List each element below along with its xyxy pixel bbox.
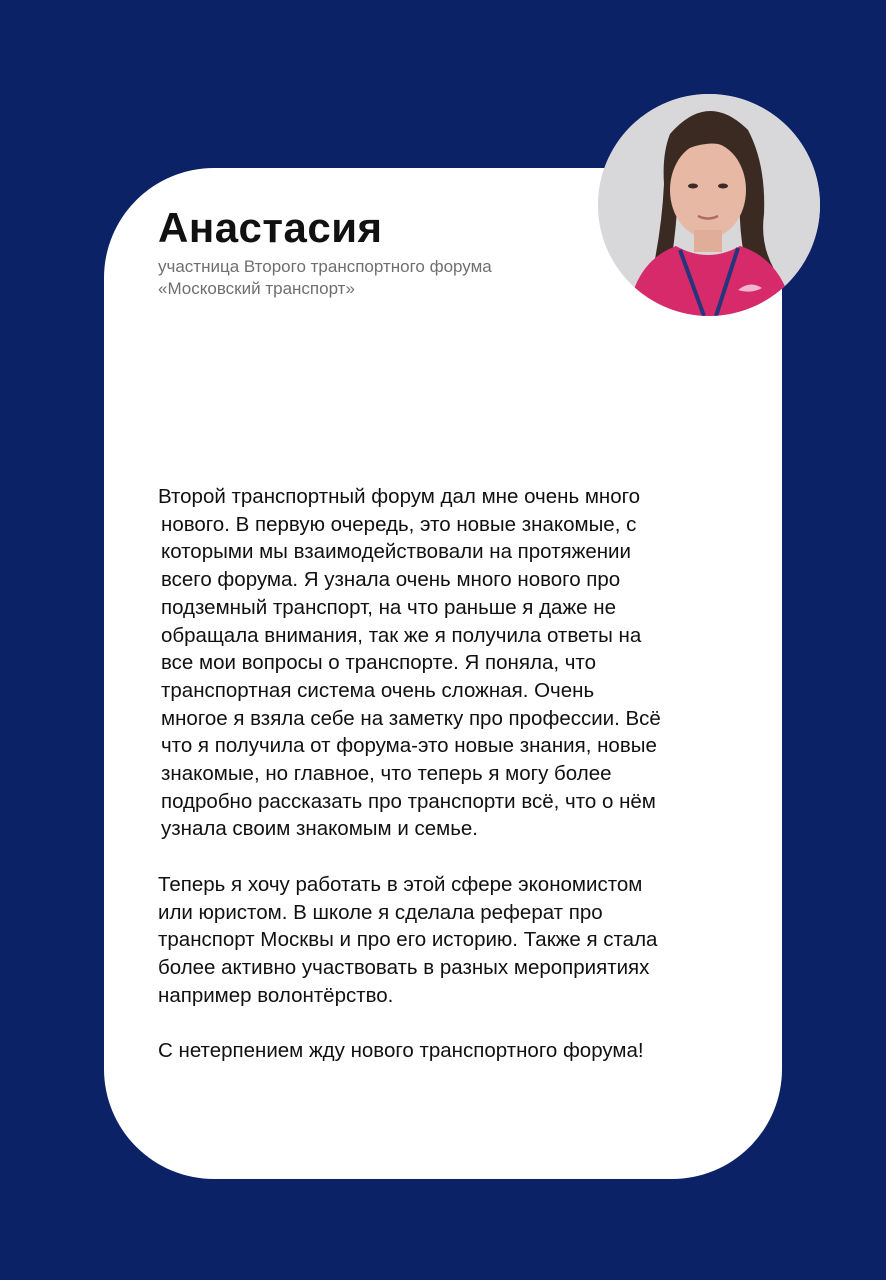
text-line: Теперь я хочу работать в этой сфере экономистом (158, 872, 643, 896)
person-role-line: «Московский транспорт» (158, 279, 355, 298)
avatar (598, 94, 820, 316)
avatar-photo (598, 94, 820, 316)
quote-paragraph-2 (158, 871, 738, 1010)
text-line: более активно участвовать в разных мероприятиях (158, 955, 650, 979)
testimonial-text (158, 483, 738, 1092)
text-line: что я получила от форума-это новые знания, новые (161, 734, 657, 758)
text-line: С нетерпением жду нового транспортного форума! (158, 1039, 644, 1063)
text-line: все мои вопросы о транспорте. Я поняла, что (161, 651, 596, 675)
text-line: знакомые, но главное, что теперь я могу более (161, 762, 612, 786)
text-line: обращала внимания, так же я получила ответы на (161, 623, 642, 647)
person-name: Анастасия (158, 204, 383, 251)
quote-paragraph-3 (158, 1037, 738, 1065)
text-line: подробно рассказать про транспорти всё, что о нём (161, 789, 656, 813)
quote-paragraph-1 (158, 483, 738, 843)
person-role-line: участница Второго транспортного форума (158, 257, 492, 276)
text-line: транспорт Москвы и про его историю. Также я стала (158, 928, 658, 952)
text-line: транспортная система очень сложная. Очень (161, 678, 595, 702)
person-role (158, 256, 588, 300)
text-line: нового. В первую очередь, это новые знакомые, с (161, 512, 637, 536)
text-line: узнала своим знакомым и семье. (161, 817, 478, 841)
text-line: которыми мы взаимодействовали на протяжении (161, 540, 631, 564)
text-line: многое я взяла себе на заметку про профессии. Всё (161, 706, 661, 730)
text-line: или юристом. В школе я сделала реферат про (158, 900, 603, 924)
text-line: подземный транспорт, на что раньше я даже не (161, 595, 616, 619)
text-line: например волонтёрство. (158, 983, 394, 1007)
text-line: всего форума. Я узнала очень много нового про (161, 568, 621, 592)
text-line: Второй транспортный форум дал мне очень много (158, 485, 641, 508)
